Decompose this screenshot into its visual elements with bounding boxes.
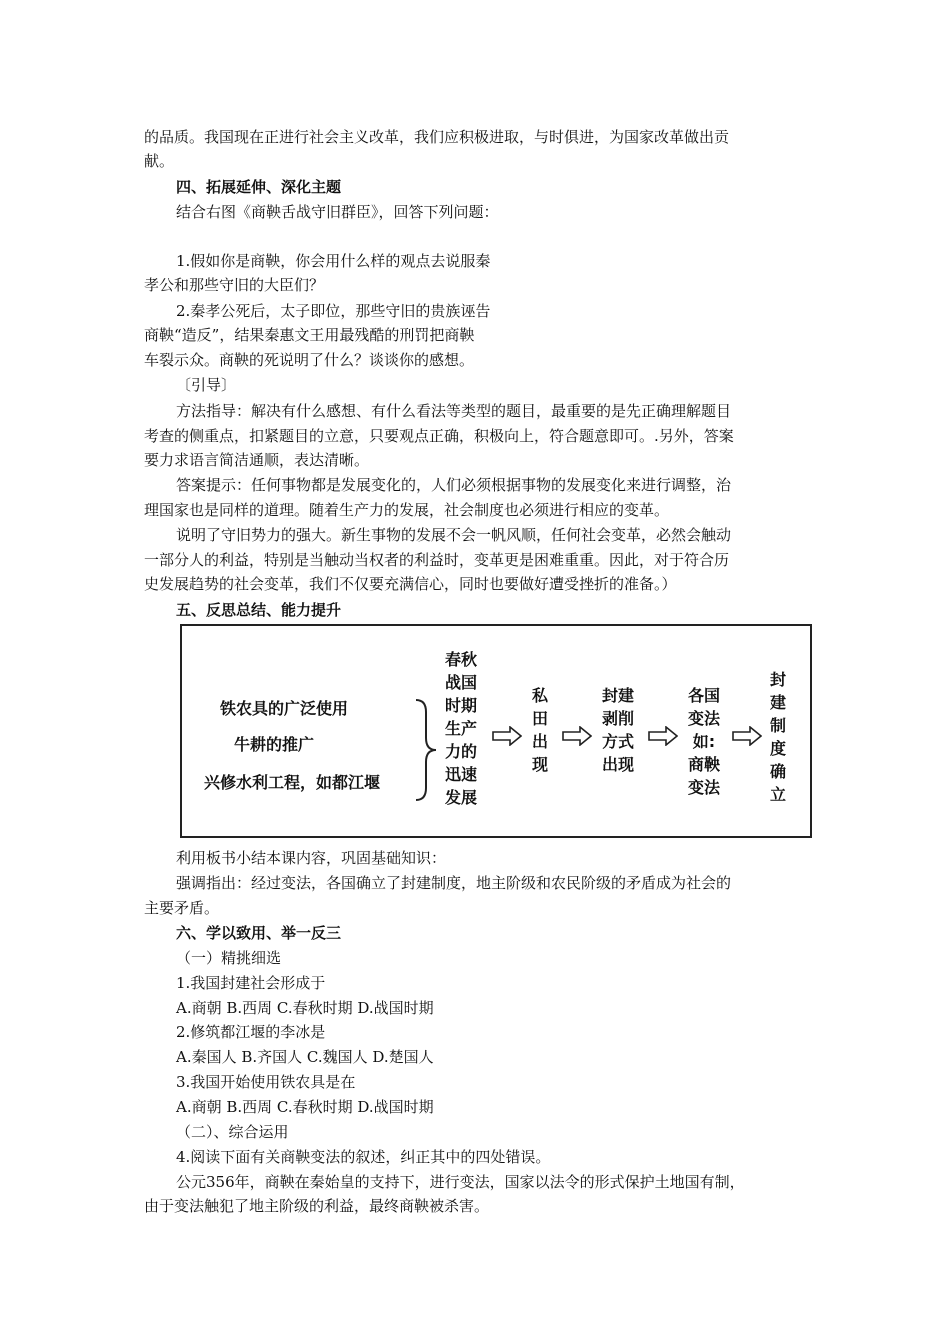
stage-line: 生产 [444,719,478,738]
section-heading-4: 四、拓展延伸、深化主题 [176,178,342,196]
stage-line: 战国 [444,673,478,692]
answer2-line: 一部分人的利益，特别是当触动当权者的利益时，变革更是困难重重。因此，对于符合历 [144,551,730,569]
method-line: 要力求语言简洁通顺，表达清晰。 [144,451,370,469]
method-line: 考查的侧重点，扣紧题目的立意，只要观点正确，积极向上，符合题意即可。.另外，答案 [144,427,734,445]
part2-label: （二）、综合运用 [176,1123,289,1141]
answer2-line: 史发展趋势的社会变革，我们不仅要充满信心，同时也要做好遭受挫折的准备。） [144,575,677,593]
mcq-question: 3.我国开始使用铁农具是在 [176,1073,356,1091]
answer2-line: 说明了守旧势力的强大。新生事物的发展不会一帆风顺，任何社会变革，必然会触动 [176,526,732,544]
section-heading-6: 六、学以致用、举一反三 [176,924,342,942]
arrow-right-icon [492,726,522,746]
answer-line: 理国家也是同样的道理。随着生产力的发展，社会制度也必须进行相应的变革。 [144,501,670,519]
question-text-line: 公元356年，商鞅在秦始皇的支持下，进行变法，国家以法令的形式保护土地国有制， [176,1173,745,1191]
stage-line: 力的 [444,742,478,761]
method-line: 方法指导：解决有什么感想、有什么看法等类型的题目，最重要的是先正确理解题目 [176,402,732,420]
arrow-right-icon [732,726,762,746]
paragraph-line: 献。 [144,152,175,170]
section4-intro: 结合右图《商鞅舌战守旧群臣》，回答下列问题： [176,203,499,221]
emphasis-line: 强调指出：经过变法，各国确立了封建制度，地主阶级和农民阶级的矛盾成为社会的 [176,874,732,892]
question-2-line: 车裂示众。商鞅的死说明了什么？谈谈你的感想。 [144,351,475,369]
question-2-line: 商鞅“造反”，结果秦惠文王用最残酷的刑罚把商鞅 [144,326,475,344]
stage-line: 发展 [444,788,478,807]
summary-line: 利用板书小结本课内容，巩固基础知识： [176,849,447,867]
stage-line: 迅速 [444,765,478,784]
mcq-question: 2.修筑都江堰的李冰是 [176,1023,326,1041]
question-text-line: 由于变法触犯了地主阶级的利益，最终商鞅被杀害。 [144,1197,490,1215]
stage-line: 春秋 [444,650,478,669]
comprehensive-question: 4.阅读下面有关商鞅变法的叙述，纠正其中的四处错误。 [176,1148,551,1166]
stage-private-land: 私 田 出 现 [531,686,548,774]
arrow-right-icon [562,726,592,746]
paragraph-line: 的品质。我国现在正进行社会主义改革，我们应积极进取，与时俱进，为国家改革做出贡 [144,128,730,146]
factor-irrigation: 兴修水利工程，如都江堰 [204,773,381,792]
summary-diagram [180,624,812,838]
mcq-options: A.商朝 B.西周 C.春秋时期 D.战国时期 [176,999,434,1017]
stage-line: 时期 [444,696,478,715]
guide-label: 〔引导〕 [176,376,237,394]
factor-iron-tools: 铁农具的广泛使用 [220,699,349,718]
stage-feudal-system: 封 建 制 度 确 立 [769,670,786,804]
stage-productivity-text [440,648,482,809]
question-1-line: 1.假如你是商鞅，你会用什么样的观点去说服秦 [176,252,491,270]
mcq-options: A.秦国人 B.齐国人 C.魏国人 D.楚国人 [176,1048,434,1066]
answer-line: 答案提示：任何事物都是发展变化的，人们必须根据事物的发展变化来进行调整，治 [176,476,732,494]
question-2-line: 2.秦孝公死后，太子即位，那些守旧的贵族诬告 [176,302,491,320]
brace-icon [412,698,438,802]
emphasis-line: 主要矛盾。 [144,899,220,917]
section-heading-5: 五、反思总结、能力提升 [176,601,342,619]
part1-label: （一）精挑细选 [176,949,282,967]
mcq-options: A.商朝 B.西周 C.春秋时期 D.战国时期 [176,1098,434,1116]
factor-ox-plough: 牛耕的推广 [234,735,315,754]
question-1-line: 孝公和那些守旧的大臣们？ [144,276,325,294]
stage-feudal-exploitation: 封建 剥削 方式 出现 [601,686,634,774]
stage-reforms: 各国 变法 如: 商鞅 变法 [687,686,720,797]
arrow-right-icon [648,726,678,746]
mcq-question: 1.我国封建社会形成于 [176,974,326,992]
